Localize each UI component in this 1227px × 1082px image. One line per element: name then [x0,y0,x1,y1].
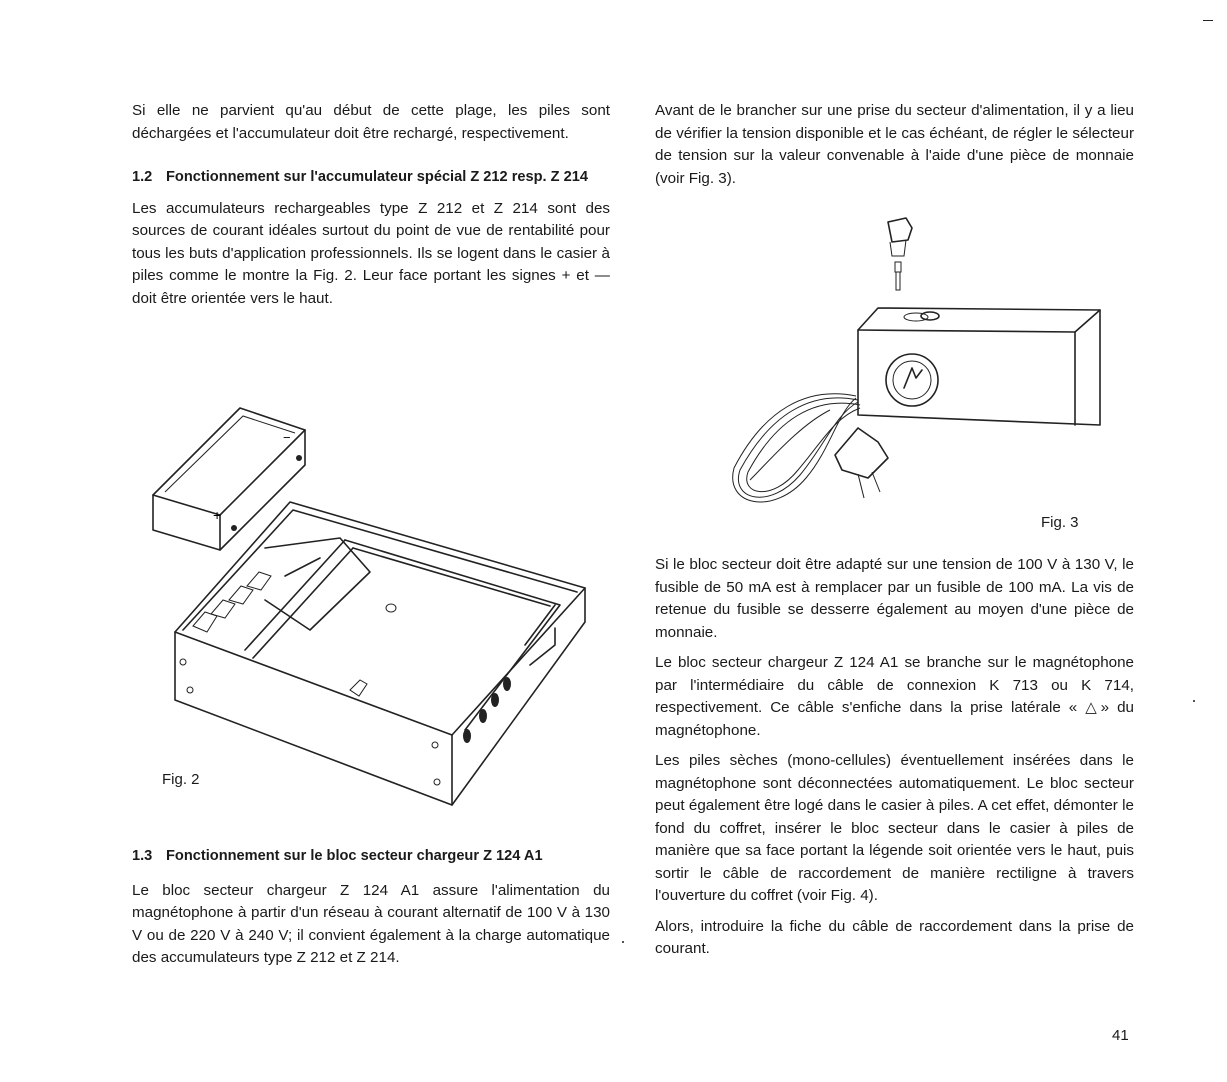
fig3-power-supply-illustration [730,210,1110,530]
accumulator-block [153,408,305,550]
cable-and-plug [733,394,888,502]
paragraph-right-2: Si le bloc secteur doit être adapté sur une tension de 100 V à 130 V, le fusible de 50 mA est à remplacer par un fusible de 100 mA. La vis de retenue du fusible se desserre également au moyen d'une pièce de monnaie. [655,556,1134,641]
left-column-lower [132,845,610,970]
page-number: 41 [1112,1027,1129,1044]
left-column [132,100,610,310]
fig2-caption: Fig. 2 [162,771,200,788]
section-heading-1-3 [132,845,610,868]
paragraph-right-5: Alors, introduire la fiche du câble de raccordement dans la prise de courant. [655,917,1134,957]
section-number: 1.3 [132,848,153,864]
corner-mark [1203,20,1213,21]
paragraph-right-3: Le bloc secteur chargeur Z 124 A1 se branche sur le magnétophone par l'intermédiaire du câble de connexion K 713 ou K 714, respectivement. Ce câble s'enfiche dans la prise latérale « △» du magnétophone. [655,654,1134,739]
speck [1193,700,1195,702]
svg-text:−: − [283,430,291,445]
svg-text:+: + [213,507,222,523]
paragraph-left-3: Le bloc secteur chargeur Z 124 A1 assure l'alimentation du magnétophone à partir d'un réseau à courant alternatif de 100 V à 130 V ou de 220 V à 240 V; il convient également à la charge automatique des accumulateurs type Z 212 et Z 214. [132,881,610,966]
battery-tray [175,502,585,805]
section-heading-1-2 [132,166,610,189]
speck [622,941,624,943]
section-title: Fonctionnement sur l'accumulateur spécial Z 212 resp. Z 214 [166,169,588,185]
paragraph-left-2: Les accumulateurs rechargeables type Z 212 et Z 214 sont des sources de courant idéales surtout du point de vue de rentabilité pour tous les buts d'application professionnels. Ils se logent dans le casier à piles comme le montre la Fig. 2. Leur face portant les signes + et — doit être orientée vers le haut. [132,199,610,307]
paragraph-right-1: Avant de le brancher sur une prise du secteur d'alimentation, il y a lieu de vérifier la tension disponible et le cas échéant, de régler le sélecteur de tension sur la valeur convenable à l'aide d'une pièce de monnaie (voir Fig. 3). [655,102,1134,187]
fuse-and-cap [888,218,912,290]
fig3-caption: Fig. 3 [1041,514,1079,531]
paragraph-left-1: Si elle ne parvient qu'au début de cette plage, les piles sont déchargées et l'accumulateur doit être rechargé, respectivement. [132,102,610,142]
right-column-lower [655,554,1134,961]
section-number: 1.2 [132,169,153,185]
power-supply-box [858,308,1100,425]
right-column-top [655,100,1134,190]
paragraph-right-4: Les piles sèches (mono-cellules) éventuellement insérées dans le magnétophone sont déconnectées automatiquement. Le bloc secteur peut également être logé dans le casier à piles. A cet effet, démonter le fond du coffret, insérer le bloc secteur dans le casier à piles de manière que sa face portant la légende soit orientée vers le haut, puis sortir le câble de raccordement de manière rectiligne à travers l'ouverture du coffret (voir Fig. 4). [655,752,1134,904]
section-title: Fonctionnement sur le bloc secteur chargeur Z 124 A1 [166,848,543,864]
fig2-battery-compartment-illustration [145,400,615,810]
